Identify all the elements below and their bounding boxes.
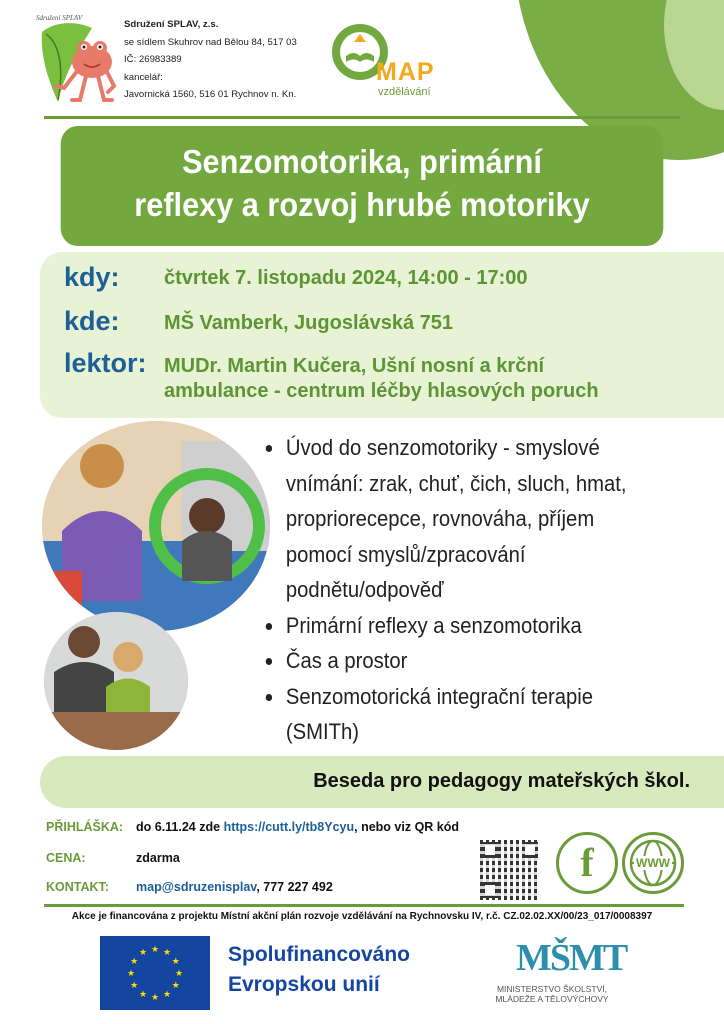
title-line-2: reflexy a rozvoj hrubé motoriky (134, 186, 590, 223)
eu-cofinanced-text (228, 940, 410, 1000)
eu-star-icon: ★ (138, 948, 148, 959)
eu-text-line-2: Evropskou unií (228, 973, 380, 996)
map-logo-subtitle: vzdělávání (378, 86, 431, 98)
office-address: Javornická 1560, 516 01 Rychnov n. Kn. (124, 89, 297, 100)
eu-star-icon: ★ (171, 981, 180, 991)
registration-post: , nebo viz QR kód (354, 820, 460, 834)
eu-star-icon: ★ (138, 989, 148, 1000)
eu-flag-logo (100, 936, 210, 1010)
title-line-1: Senzomotorika, primární (182, 143, 542, 180)
eu-star-icon: ★ (130, 981, 139, 991)
contact-label: KONTAKT: (46, 880, 109, 894)
topic-line: propriorecepce, rovnováha, příjem (285, 506, 595, 531)
msmt-logo: MŠMT (516, 937, 627, 979)
topic-item (262, 608, 658, 644)
org-name: Sdružení SPLAV, z.s. (124, 19, 219, 30)
topic-line: pomocí smyslů/zpracování (285, 541, 526, 567)
lector-value-line-2: ambulance - centrum léčby hlasových poruch (164, 380, 599, 402)
frog-logo-caption: Sdružení SPLAV (36, 14, 83, 22)
lector-value (164, 354, 599, 404)
topics-list (262, 430, 658, 750)
qr-corner-marker (482, 842, 498, 858)
eu-star-icon: ★ (171, 957, 180, 967)
office-label: kancelář: (124, 71, 163, 83)
splav-frog-logo (34, 14, 118, 106)
lector-label: lektor: (64, 348, 147, 378)
facebook-icon[interactable]: f (556, 832, 618, 894)
organization-info (124, 16, 297, 104)
where-value: MŠ Vamberk, Jugoslávská 751 (164, 312, 454, 334)
qr-corner-marker (522, 842, 538, 858)
registration-info (136, 820, 459, 834)
eu-star-icon: ★ (126, 969, 136, 979)
topic-item (262, 430, 658, 608)
topic-line: Úvod do senzomotoriky - smyslové (285, 435, 600, 460)
topic-item (262, 679, 658, 750)
financing-note: Akce je financována z projektu Místní akční plán rozvoje vzdělávání na Rychnovsku IV, r.č. CZ.02.02.XX/00/23_017/0008397 (71, 911, 653, 922)
photo-therapist-child (42, 421, 270, 631)
topic-line: Čas a prostor (285, 648, 408, 673)
msmt-line-2: MLÁDEŽE A TĚLOVÝCHOVY (495, 994, 609, 1004)
web-globe-icon[interactable] (622, 832, 684, 894)
eu-star-icon: ★ (130, 957, 139, 967)
eu-text-line-1: Spolufinancováno (228, 943, 411, 966)
lector-value-line-1: MUDr. Martin Kučera, Ušní nosní a krční (164, 355, 545, 377)
header-divider (44, 116, 680, 119)
registration-link[interactable]: https://cutt.ly/tb8Ycyu (223, 820, 355, 834)
org-address: se sídlem Skuhrov nad Bělou 84, 517 03 (124, 36, 297, 48)
when-label: kdy: (64, 262, 120, 292)
price-value: zdarma (136, 851, 180, 865)
org-ico: IČ: 26983389 (124, 54, 182, 65)
topic-line: vnímání: zrak, chuť, čich, sluch, hmat, (285, 470, 627, 496)
eu-star-icon: ★ (150, 993, 160, 1003)
contact-email[interactable]: map@sdruzenisplav (136, 880, 257, 894)
registration-label: PŘIHLÁŠKA: (46, 820, 124, 834)
msmt-line-1: MINISTERSTVO ŠKOLSTVÍ, (496, 984, 608, 994)
audience-text: Beseda pro pedagogy mateřských škol. (313, 770, 690, 792)
topic-line: (SMITh) (285, 719, 360, 744)
photo-man-child (44, 612, 188, 750)
eu-star-icon: ★ (162, 989, 172, 1000)
footer-divider (44, 904, 684, 907)
eu-star-icon: ★ (162, 948, 172, 959)
contact-phone: , 777 227 492 (256, 880, 333, 894)
web-label: WWW (636, 856, 670, 870)
where-label: kde: (64, 306, 120, 336)
event-title (61, 126, 664, 246)
eu-star-icon: ★ (174, 969, 184, 979)
qr-corner-marker (482, 882, 498, 898)
when-value: čtvrtek 7. listopadu 2024, 14:00 - 17:00 (164, 267, 528, 289)
map-logo-text: MAP (376, 58, 435, 86)
topic-line: podnětu/odpověď (285, 577, 444, 602)
topic-line: Senzomotorická integrační terapie (285, 683, 594, 709)
qr-code[interactable] (478, 838, 542, 902)
price-label: CENA: (46, 851, 86, 865)
topic-item (262, 643, 658, 679)
contact-info (136, 880, 333, 894)
topic-line: Primární reflexy a senzomotorika (285, 612, 582, 638)
eu-star-icon: ★ (150, 945, 160, 955)
registration-pre: do 6.11.24 zde (136, 820, 221, 834)
msmt-name (472, 984, 632, 1004)
